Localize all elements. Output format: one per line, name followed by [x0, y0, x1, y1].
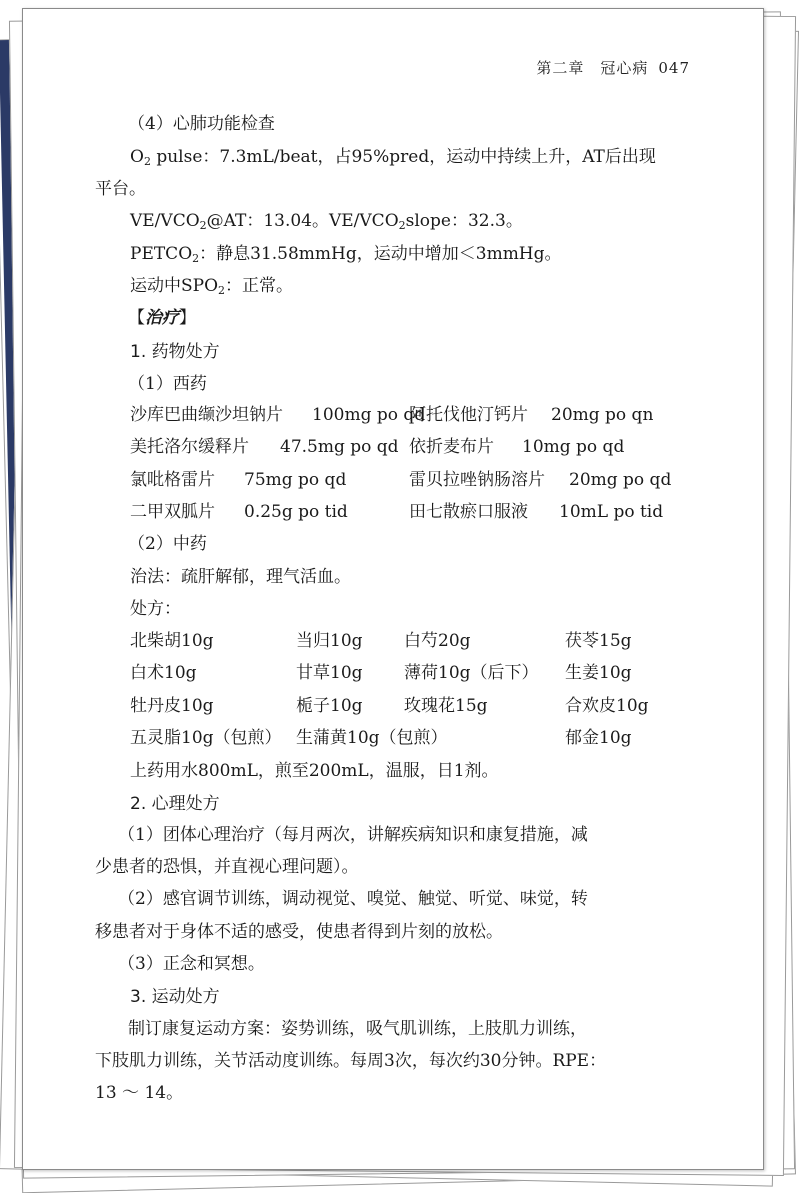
subscript: 2: [218, 284, 226, 297]
psych-item-2-cont: 移患者对于身体不适的感受，使患者得到片刻的放松。: [95, 922, 503, 942]
herb: 栀子10g: [296, 696, 363, 716]
psych-heading: 2. 心理处方: [130, 794, 220, 814]
drug-dose: 100mg po qd: [312, 405, 426, 425]
herb: 甘草10g: [296, 663, 363, 683]
subscript: 2: [398, 219, 406, 232]
herb: 玫瑰花15g: [404, 696, 488, 716]
exercise-line-1: 制订康复运动方案：姿势训练，吸气肌训练，上肢肌力训练，: [128, 1019, 587, 1039]
subscript: 2: [192, 252, 200, 265]
page-number: 047: [658, 59, 690, 77]
drug-dose: 47.5mg po qd: [280, 437, 399, 457]
tcm-principle: 治法：疏肝解郁，理气活血。: [130, 567, 351, 587]
herb: 北柴胡10g: [130, 631, 214, 651]
text-run: PETCO: [130, 244, 193, 264]
drug-dose: 20mg po qd: [569, 470, 672, 490]
tcm-rx-label: 处方：: [130, 599, 181, 619]
exercise-heading: 3. 运动处方: [130, 987, 220, 1007]
drug-heading: 1. 药物处方: [130, 342, 220, 362]
text-run: 运动中SPO: [130, 276, 219, 296]
drug-name: 氯吡格雷片: [130, 470, 215, 490]
text-run: pulse：7.3mL/beat，占95%pred，运动中持续上升，AT后出现: [150, 147, 656, 167]
herb: 生姜10g: [565, 663, 632, 683]
tcm-usage: 上药用水800mL，煎至200mL，温服，日1剂。: [130, 761, 499, 781]
drug-name: 二甲双胍片: [130, 502, 215, 522]
herb: 当归10g: [296, 631, 363, 651]
text-run: VE/VCO: [130, 211, 200, 231]
herb: 白芍20g: [404, 631, 471, 651]
drug-dose: 75mg po qd: [244, 470, 347, 490]
chapter-title: 第二章 冠心病: [536, 59, 649, 77]
drug-name: 雷贝拉唑钠肠溶片: [409, 470, 545, 490]
bracket: 【: [128, 308, 145, 328]
petco2-line: [130, 242, 562, 266]
treatment-heading: [128, 306, 196, 330]
tcm-heading: （2）中药: [128, 534, 207, 554]
drug-dose: 20mg po qn: [551, 405, 654, 425]
psych-item-1-cont: 少患者的恐惧，并直视心理问题）。: [95, 857, 359, 877]
drug-name: 田七散瘀口服液: [409, 502, 528, 522]
drug-name: 美托洛尔缓释片: [130, 437, 249, 457]
bracket: 】: [179, 308, 196, 328]
text-run: @AT：13.04。VE/VCO: [206, 211, 399, 231]
herb: 郁金10g: [565, 728, 632, 748]
spo2-line: [130, 274, 293, 298]
o2-pulse-line: [130, 145, 656, 169]
ve-vco2-line: [130, 209, 523, 233]
treatment-title: 治疗: [145, 308, 179, 328]
subscript: 2: [143, 155, 151, 168]
psych-item-2: （2）感官调节训练，调动视觉、嗅觉、触觉、听觉、味觉，转: [118, 889, 588, 909]
herb: 合欢皮10g: [565, 696, 649, 716]
drug-dose: 10mg po qd: [522, 437, 625, 457]
psych-item-3: （3）正念和冥想。: [118, 954, 265, 974]
herb: 生蒲黄10g（包煎）: [296, 728, 448, 748]
running-header: [536, 57, 690, 78]
herb: 白术10g: [130, 663, 197, 683]
exercise-line-3: 13 ～ 14。: [95, 1083, 184, 1103]
herb: 茯苓15g: [565, 631, 632, 651]
text-run: slope：32.3。: [405, 211, 523, 231]
text-run: ：正常。: [225, 276, 294, 296]
herb: 牡丹皮10g: [130, 696, 214, 716]
exercise-line-2: 下肢肌力训练，关节活动度训练。每周3次，每次约30分钟。RPE：: [95, 1051, 607, 1071]
drug-dose: 0.25g po tid: [244, 502, 348, 522]
drug-name: 沙库巴曲缬沙坦钠片: [130, 405, 283, 425]
drug-name: 依折麦布片: [409, 437, 494, 457]
drug-dose: 10mL po tid: [559, 502, 664, 522]
western-heading: （1）西药: [128, 374, 207, 394]
herb: 薄荷10g（后下）: [404, 663, 539, 683]
cpet-heading: （4）心肺功能检查: [128, 114, 275, 134]
text-run: ：静息31.58mmHg，运动中增加＜3mmHg。: [199, 244, 562, 264]
psych-item-1: （1）团体心理治疗（每月两次，讲解疾病知识和康复措施，减: [118, 825, 588, 845]
drug-name: 阿托伐他汀钙片: [409, 405, 528, 425]
herb: 五灵脂10g（包煎）: [130, 728, 282, 748]
o2-pulse-line-cont: 平台。: [95, 179, 146, 199]
text-run: O: [130, 147, 144, 167]
subscript: 2: [199, 219, 207, 232]
